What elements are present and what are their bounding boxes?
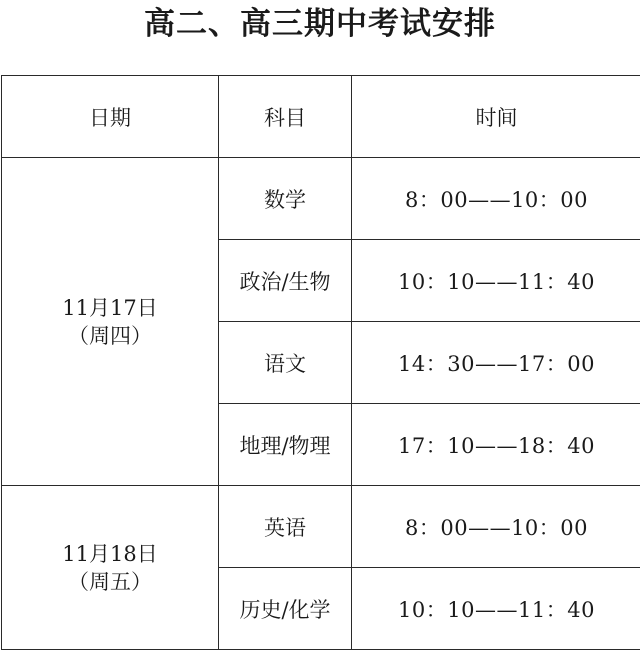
header-subject: 科目: [219, 76, 352, 158]
page-title: 高二、高三期中考试安排: [0, 0, 640, 48]
date-text: 11月17日: [2, 294, 218, 322]
date-cell-day2: [2, 486, 219, 650]
date-text: 11月18日: [2, 540, 218, 568]
subject-cell: 语文: [219, 322, 352, 404]
subject-cell: 政治/生物: [219, 240, 352, 322]
table-row: [2, 486, 640, 568]
weekday-text: （周五）: [2, 568, 218, 596]
table-row: [2, 158, 640, 240]
time-cell: 10：10——11：40: [352, 568, 640, 650]
subject-cell: 英语: [219, 486, 352, 568]
subject-cell: 数学: [219, 158, 352, 240]
exam-schedule-table: [1, 75, 640, 650]
header-date: 日期: [2, 76, 219, 158]
time-cell: 10：10——11：40: [352, 240, 640, 322]
time-cell: 8：00——10：00: [352, 158, 640, 240]
header-time: 时间: [352, 76, 640, 158]
time-cell: 17：10——18：40: [352, 404, 640, 486]
time-cell: 8：00——10：00: [352, 486, 640, 568]
time-cell: 14：30——17：00: [352, 322, 640, 404]
table-header-row: [2, 76, 640, 158]
date-cell-day1: [2, 158, 219, 486]
subject-cell: 地理/物理: [219, 404, 352, 486]
subject-cell: 历史/化学: [219, 568, 352, 650]
weekday-text: （周四）: [2, 322, 218, 350]
